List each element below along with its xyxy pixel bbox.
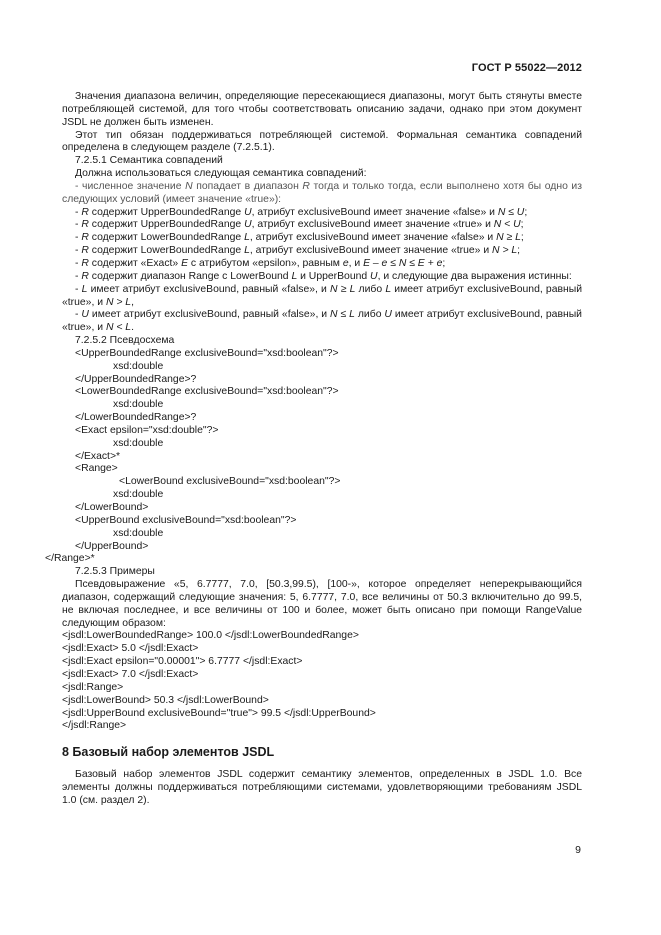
- section-7253-title: 7.2.5.3 Примеры: [75, 566, 155, 578]
- intro-paragraph-2: Этот тип обязан поддерживаться потребляющей системой. Формальная семантика совпадений определена в следующем разделе (7.2.5.1).: [62, 129, 582, 154]
- condition-item-5: - R содержит «Exact» E с атрибутом «epsilon», равным e, и E – e ≤ N ≤ E + e;: [75, 257, 446, 269]
- schema-line: xsd:double: [113, 399, 164, 411]
- schema-line: xsd:double: [113, 437, 164, 449]
- condition-item-6: - R содержит диапазон Range с LowerBound L и UpperBound U, и следующие два выражения истинны:: [75, 270, 572, 282]
- page-header-standard: ГОСТ Р 55022—2012: [471, 62, 582, 74]
- page-number: 9: [575, 844, 581, 856]
- example-code-line: <jsdl:Range>: [62, 681, 124, 693]
- example-code-line: <jsdl:LowerBound> 50.3 </jsdl:LowerBound>: [62, 694, 269, 706]
- schema-line: </LowerBound>: [75, 502, 149, 513]
- cond-var-n: N: [185, 180, 193, 192]
- schema-line: </UpperBoundedRange>?: [75, 373, 197, 385]
- cond-text-c: тогда и только тогда, если выполнено хотя бы одно из следующих условий (имеет значение «true»):: [62, 180, 582, 205]
- example-code-line: <jsdl:LowerBoundedRange> 100.0 </jsdl:LowerBoundedRange>: [62, 630, 359, 642]
- condition-item-2: - R содержит UpperBoundedRange U, атрибут exclusiveBound имеет значение «true» и N < U;: [75, 219, 524, 231]
- schema-line: <Range>: [75, 463, 118, 475]
- schema-line: </Range>*: [45, 553, 95, 565]
- schema-line: <UpperBoundedRange exclusiveBound="xsd:boolean"?>: [75, 347, 339, 359]
- condition-item-4: - R содержит LowerBoundedRange L, атрибут exclusiveBound имеет значение «true» и N > L;: [75, 245, 521, 257]
- cond-text-b: попадает в диапазон: [196, 180, 299, 192]
- schema-line: </LowerBoundedRange>?: [75, 412, 197, 424]
- schema-line: <LowerBoundedRange exclusiveBound="xsd:boolean"?>: [75, 386, 339, 398]
- condition-item-1: - R содержит UpperBoundedRange U, атрибут exclusiveBound имеет значение «false» и N ≤ U;: [75, 206, 528, 218]
- schema-line: xsd:double: [113, 360, 164, 372]
- page-body: [45, 91, 583, 808]
- condition-subitem-2: - U имеет атрибут exclusiveBound, равный «false», и N ≤ L либо U имеет атрибут exclusiveBound, равный «true», и N < L.: [62, 309, 582, 334]
- condition-subitem-1: - L имеет атрибут exclusiveBound, равный «false», и N ≥ L либо L имеет атрибут exclusiveBound, равный «true», и N > L,: [62, 283, 583, 308]
- schema-line: </Exact>*: [75, 450, 121, 462]
- example-code-line: <jsdl:Exact> 5.0 </jsdl:Exact>: [62, 643, 199, 655]
- section-8-heading: 8 Базовый набор элементов JSDL: [62, 745, 275, 760]
- intro-paragraph-1: Значения диапазона величин, определяющие пересекающиеся диапазоны, могут быть стянуты вместе потребляющей системой, для того чтобы соответствовать описанию задачи, однако при этом документ JSDL не должен быть изменен.: [62, 91, 582, 128]
- schema-line: xsd:double: [113, 489, 164, 501]
- schema-line: <UpperBound exclusiveBound="xsd:boolean"?>: [75, 514, 297, 526]
- section-7252-title: 7.2.5.2 Псевдосхема: [75, 335, 175, 347]
- example-code-line: <jsdl:Exact> 7.0 </jsdl:Exact>: [62, 668, 199, 680]
- cond-text-a: - численное значение: [75, 180, 182, 192]
- schema-line: <Exact epsilon="xsd:double"?>: [75, 424, 219, 436]
- schema-line: xsd:double: [113, 527, 164, 539]
- example-code-line: <jsdl:UpperBound exclusiveBound="true"> 99.5 </jsdl:UpperBound>: [62, 707, 376, 719]
- schema-line: </UpperBound>: [75, 540, 149, 552]
- match-condition-paragraph: [62, 181, 582, 207]
- example-code-line: </jsdl:Range>: [62, 720, 127, 732]
- cond-var-r: R: [302, 180, 310, 192]
- section-7251-lead: Должна использоваться следующая семантика совпадений:: [75, 168, 367, 180]
- schema-line: <LowerBound exclusiveBound="xsd:boolean"?>: [119, 476, 341, 488]
- section-7251-title: 7.2.5.1 Семантика совпадений: [75, 155, 223, 167]
- section-8-paragraph: Базовый набор элементов JSDL содержит семантику элементов, определенных в JSDL 1.0. Все элементы должны поддерживаться потребляющими системами, удовлетворяющими требованиям JSDL 1.0 (см. раздел 2).: [62, 769, 582, 806]
- condition-item-3: - R содержит LowerBoundedRange L, атрибут exclusiveBound имеет значение «false» и N ≥ L;: [75, 232, 524, 244]
- examples-paragraph: Псевдовыражение «5, 6.7777, 7.0, [50.3,99.5), [100-», которое определяет неперекрывающийся диапазон, содержащий следующие значения: 5, 6.7777, 7.0, все величины от 50.3 включительно до 99.5, не включая последнее, и все величины от 100 и более, может быть описано при помощи RangeValue следующим образом:: [62, 579, 582, 629]
- example-code-line: <jsdl:Exact epsilon="0.00001"> 6.7777 </jsdl:Exact>: [62, 656, 303, 668]
